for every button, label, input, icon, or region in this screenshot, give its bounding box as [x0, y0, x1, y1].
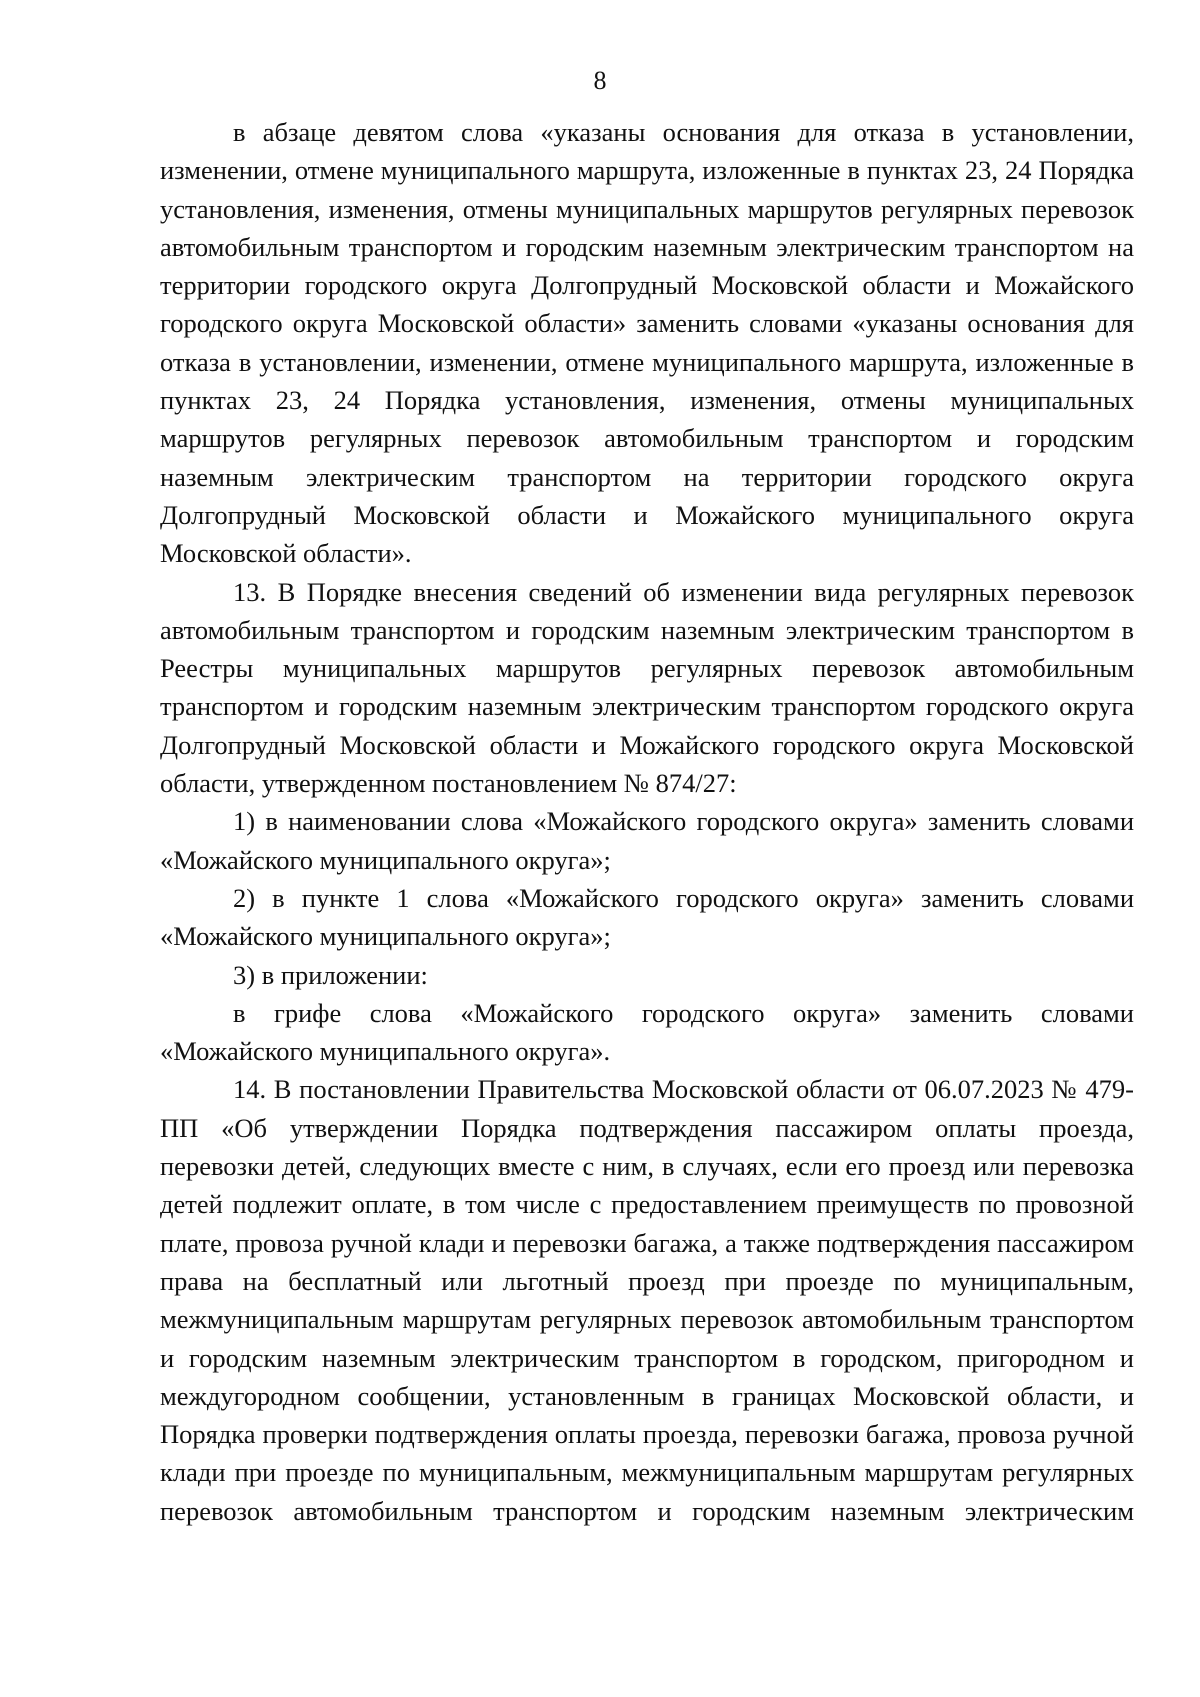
paragraph-grif: в грифе слова «Можайского городского округа» заменить словами «Можайского муниципального округа».: [160, 997, 1134, 1067]
page-number: 8: [593, 66, 607, 95]
paragraph-item-13: 13. В Порядке внесения сведений об изменении вида регулярных перевозок автомобильным транспортом и городским наземным электрическим транспортом в Реестры муниципальных маршрутов регулярных перевозок автомобильным транспортом и городским наземным электрическим транспортом городского округа Долгопрудный Московской области и Можайского городского округа Московской области, утвержденном постановлением № 874/27:: [160, 576, 1134, 799]
paragraph-subitem-3: 3) в приложении:: [233, 959, 428, 990]
paragraph-subitem-1: 1) в наименовании слова «Можайского городского округа» заменить словами «Можайского муниципального округа»;: [160, 806, 1134, 875]
paragraph-item-14: 14. В постановлении Правительства Московской области от 06.07.2023 № 479-ПП «Об утверждении Порядка подтверждения пассажиром оплаты проезда, перевозки детей, следующих вместе с ним, в случаях, если его проезд или перевозка детей подлежит оплате, в том числе с предоставлением преимуществ по провозной плате, провоза ручной клади и перевозки багажа, а также подтверждения пассажиром права на бесплатный или льготный проезд при проезде по муниципальным, межмуниципальным маршрутам регулярных перевозок автомобильным транспортом и городским наземным электрическим транспортом в городском, пригородном и междугородном сообщении, установленным в границах Московской области, и Порядка проверки подтверждения оплаты проезда, перевозки багажа, провоза ручной клади при проезде по муниципальным, межмуниципальным маршрутам регулярных перевозок автомобильным транспортом и городским наземным электрическим: [160, 1074, 1134, 1526]
paragraph-abzac-9: в абзаце девятом слова «указаны основания для отказа в установлении, изменении, отмене муниципального маршрута, изложенные в пунктах 23, 24 Порядка установления, изменения, отмены муниципальных маршрутов регулярных перевозок автомобильным транспортом и городским наземным электрическим транспортом на территории городского округа Долгопрудный Московской области и Можайского городского округа Московской области» заменить словами «указаны основания для отказа в установлении, изменении, отмене муниципального маршрута, изложенные в пунктах 23, 24 Порядка установления, изменения, отмены муниципальных маршрутов регулярных перевозок автомобильным транспортом и городским наземным электрическим транспортом на территории городского округа Долгопрудный Московской области и Можайского муниципального округа Московской области».: [160, 117, 1134, 569]
document-body: [160, 113, 1134, 1530]
paragraph-subitem-2: 2) в пункте 1 слова «Можайского городского округа» заменить словами «Можайского муниципального округа»;: [160, 882, 1134, 952]
